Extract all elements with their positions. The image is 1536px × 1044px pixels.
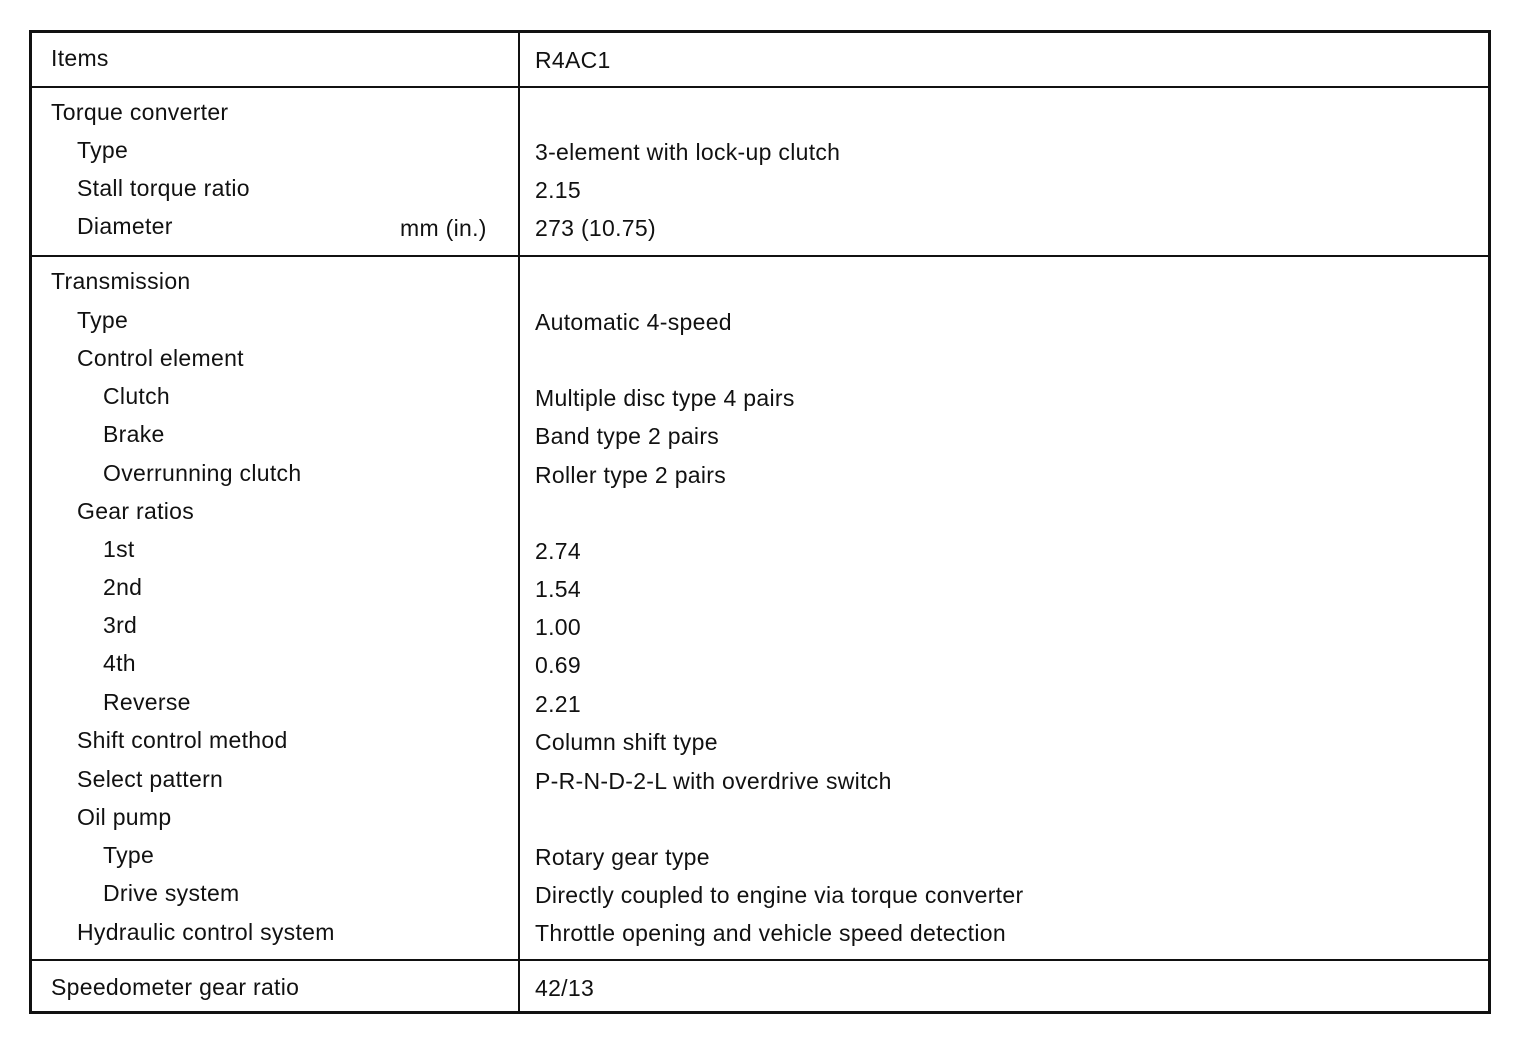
torque-converter-heading: Torque converter <box>51 99 229 125</box>
clutch-label: Clutch <box>103 383 170 409</box>
tm-type-value: Automatic 4-speed <box>535 309 732 335</box>
tc-diameter-value: 273 (10.75) <box>535 215 656 241</box>
tc-stall-ratio-label: Stall torque ratio <box>77 175 250 201</box>
shift-control-value: Column shift type <box>535 729 718 755</box>
oil-pump-type-value: Rotary gear type <box>535 844 710 870</box>
speedometer-label: Speedometer gear ratio <box>51 974 300 1000</box>
control-element-label: Control element <box>77 345 244 371</box>
brake-label: Brake <box>103 421 165 447</box>
clutch-value: Multiple disc type 4 pairs <box>535 385 795 411</box>
header-divider <box>32 86 1488 88</box>
gear-3rd-value: 1.00 <box>535 614 581 640</box>
model-header: R4AC1 <box>535 47 611 73</box>
gear-1st-label: 1st <box>103 536 135 562</box>
gear-4th-label: 4th <box>103 650 136 676</box>
tc-type-label: Type <box>77 137 129 163</box>
tm-type-label: Type <box>77 307 129 333</box>
section-divider <box>32 959 1488 961</box>
select-pattern-label: Select pattern <box>77 766 224 792</box>
brake-value: Band type 2 pairs <box>535 423 720 449</box>
drive-system-label: Drive system <box>103 880 240 906</box>
tc-stall-ratio-value: 2.15 <box>535 177 581 203</box>
hydraulic-control-value: Throttle opening and vehicle speed detection <box>535 920 1006 946</box>
gear-reverse-value: 2.21 <box>535 691 581 717</box>
hydraulic-control-label: Hydraulic control system <box>77 919 335 945</box>
select-pattern-value: P-R-N-D-2-L with overdrive switch <box>535 768 892 794</box>
transmission-heading: Transmission <box>51 268 191 294</box>
overrunning-clutch-label: Overrunning clutch <box>103 460 302 486</box>
gear-reverse-label: Reverse <box>103 689 191 715</box>
speedometer-value: 42/13 <box>535 975 595 1001</box>
tc-diameter-label: Diameter <box>77 213 173 239</box>
oil-pump-label: Oil pump <box>77 804 172 830</box>
gear-1st-value: 2.74 <box>535 538 581 564</box>
gear-2nd-label: 2nd <box>103 574 143 600</box>
items-header: Items <box>51 45 109 71</box>
shift-control-label: Shift control method <box>77 727 288 753</box>
gear-ratios-label: Gear ratios <box>77 498 195 524</box>
overrunning-clutch-value: Roller type 2 pairs <box>535 462 727 488</box>
gear-4th-value: 0.69 <box>535 652 581 678</box>
tc-diameter-unit: mm (in.) <box>400 215 487 241</box>
specification-table <box>29 30 1491 1014</box>
oil-pump-type-label: Type <box>103 842 155 868</box>
gear-3rd-label: 3rd <box>103 612 138 638</box>
drive-system-value: Directly coupled to engine via torque converter <box>535 882 1024 908</box>
section-divider <box>32 255 1488 257</box>
gear-2nd-value: 1.54 <box>535 576 581 602</box>
tc-type-value: 3-element with lock-up clutch <box>535 139 841 165</box>
column-divider <box>518 33 520 1011</box>
